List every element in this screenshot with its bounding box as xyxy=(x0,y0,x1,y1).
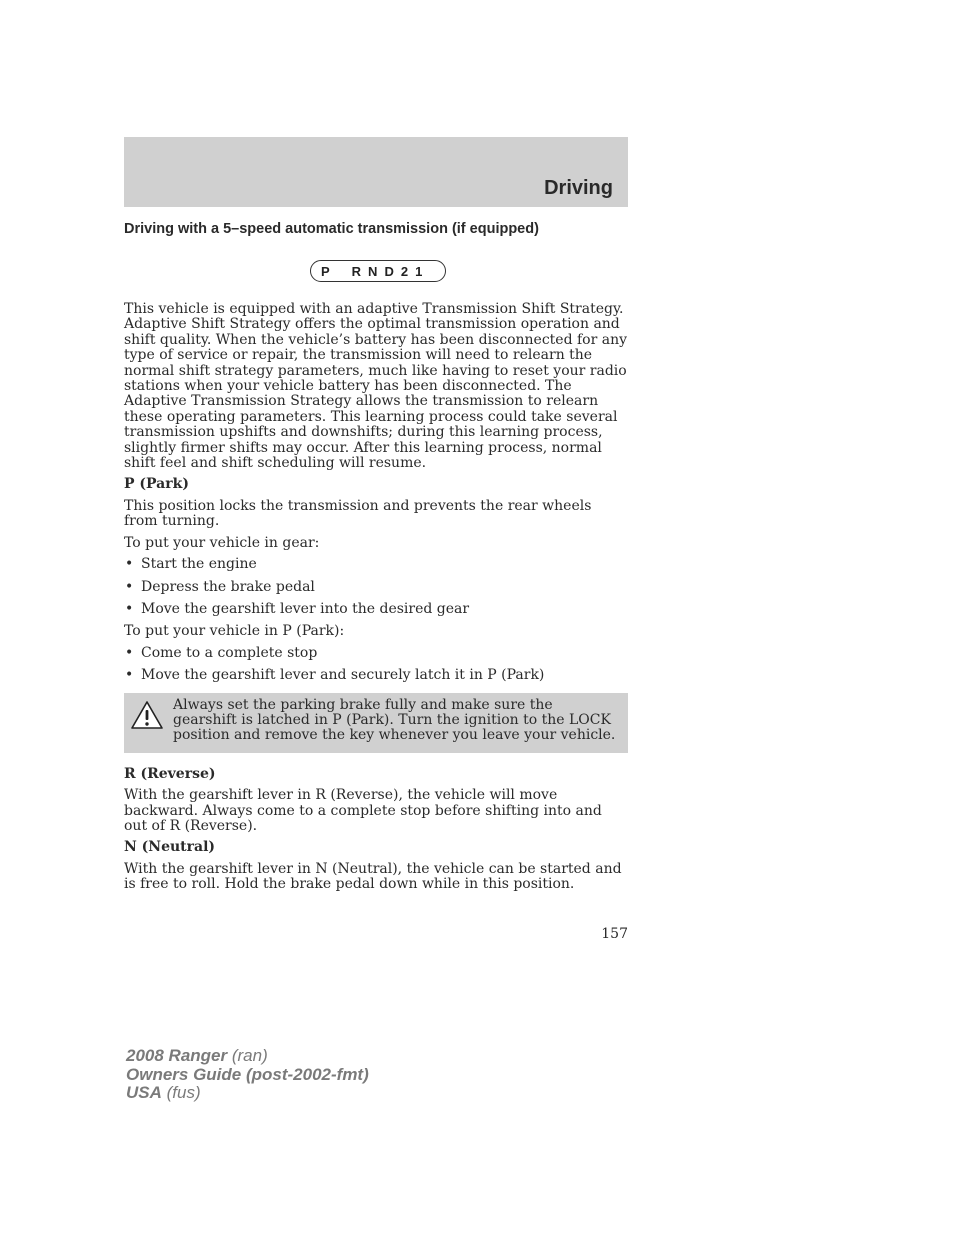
body-content xyxy=(124,302,628,899)
list-item: • Start the engine xyxy=(124,557,628,572)
footer-line-3 xyxy=(126,1084,369,1103)
footer-line-2 xyxy=(126,1066,369,1085)
intro-paragraph: This vehicle is equipped with an adaptive Transmission Shift Strategy. Adaptive Shift Strategy offers the optimal transmission operation and shift quality. When the vehicle’s battery has been disconnected for any type of service or repair, the transmission will need to relearn the normal shift strategy parameters, much like having to reset your radio stations when your vehicle battery has been disconnected. The Adaptive Transmission Strategy allows the transmission to relearn these operating parameters. This learning process could take several transmission upshifts and downshifts; during this learning process, slightly firmer shifts may occur. After this learning process, normal shift feel and shift scheduling will resume. xyxy=(124,301,628,472)
footer-line-1 xyxy=(126,1047,369,1066)
gear-park-letter: P xyxy=(321,263,330,279)
in-gear-steps xyxy=(124,557,628,617)
list-item: • Depress the brake pedal xyxy=(124,580,628,595)
park-label: P (Park) xyxy=(124,476,189,493)
page-number: 157 xyxy=(601,926,628,942)
gear-indicator xyxy=(310,260,446,282)
footer xyxy=(126,1047,369,1103)
park-description: This position locks the transmission and prevents the rear wheels from turning. xyxy=(124,497,592,530)
footer-guide: Owners Guide (post-2002-fmt) xyxy=(126,1064,369,1084)
footer-market-code: (fus) xyxy=(166,1083,201,1102)
neutral-label: N (Neutral) xyxy=(124,839,216,856)
gear-other-letters: RND21 xyxy=(351,263,430,279)
subheading: Driving with a 5–speed automatic transmission (if equipped) xyxy=(124,221,539,237)
footer-model-code: (ran) xyxy=(231,1046,268,1065)
warning-text: Always set the parking brake fully and make sure the gearshift is latched in P (Park). Turn the ignition to the LOCK position and remove the key whenever you leave your vehicle. xyxy=(173,696,616,744)
footer-model: 2008 Ranger xyxy=(126,1046,228,1065)
section-header-band xyxy=(124,137,628,207)
list-item: • Move the gearshift lever and securely latch it in P (Park) xyxy=(124,668,628,683)
list-item: • Come to a complete stop xyxy=(124,646,628,661)
warning-box xyxy=(124,693,628,753)
footer-market: USA xyxy=(126,1083,162,1102)
list-item: • Move the gearshift lever into the desired gear xyxy=(124,602,628,617)
in-park-intro: To put your vehicle in P (Park): xyxy=(124,623,345,640)
section-title: Driving xyxy=(544,177,613,199)
reverse-label: R (Reverse) xyxy=(124,765,216,782)
reverse-description: With the gearshift lever in R (Reverse), the vehicle will move backward. Always come to a complete stop before shifting into and out of R (Reverse). xyxy=(124,787,602,834)
neutral-description: With the gearshift lever in N (Neutral), the vehicle can be started and is free to roll. Hold the brake pedal down while in this position. xyxy=(124,860,622,893)
in-gear-intro: To put your vehicle in gear: xyxy=(124,534,320,551)
in-park-steps xyxy=(124,646,628,684)
warning-triangle-icon xyxy=(130,700,164,730)
